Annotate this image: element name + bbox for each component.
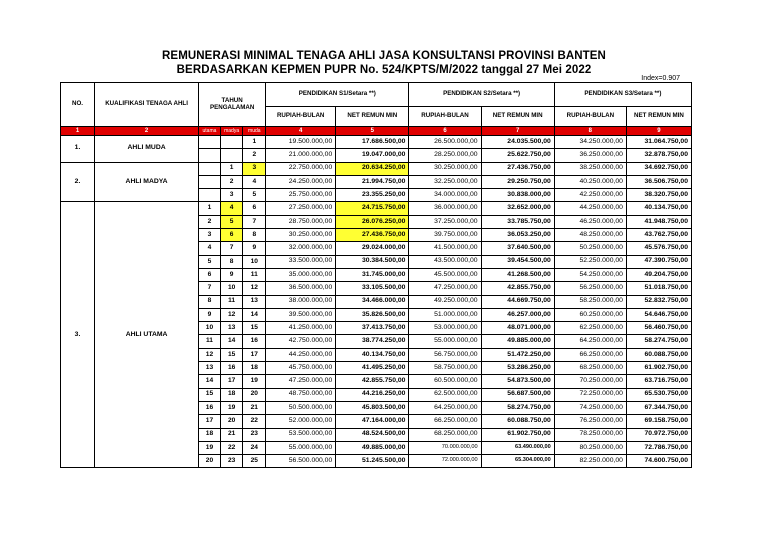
experience-year-utama: 4 (199, 242, 221, 255)
experience-year-utama (199, 175, 221, 188)
rupiah-bulan-cell: 24.250.000,00 (266, 175, 336, 188)
rupiah-bulan-cell: 45.500.000,00 (409, 268, 481, 281)
experience-year-madya: 12 (220, 308, 243, 321)
net-remuneration-cell: 34.466.000,00 (336, 295, 409, 308)
column-number: muda (243, 127, 266, 136)
document-subtitle: BERDASARKAN KEPMEN PUPR No. 524/KPTS/M/2022 tanggal 27 Mei 2022 (176, 64, 592, 76)
header-pendidikan-s2: PENDIDIKAN S2/Setara **) (409, 83, 554, 107)
net-remuneration-cell: 58.274.750,00 (626, 335, 691, 348)
net-remuneration-cell: 24.035.500,00 (481, 136, 554, 149)
experience-year-utama: 5 (199, 255, 221, 268)
net-remuneration-cell: 37.640.500,00 (481, 242, 554, 255)
experience-year-muda: 20 (243, 388, 266, 401)
net-remuneration-cell: 31.064.750,00 (626, 136, 691, 149)
net-remuneration-cell: 56.687.500,00 (481, 388, 554, 401)
experience-year-madya: 17 (220, 375, 243, 388)
net-remuneration-cell: 38.774.250,00 (336, 335, 409, 348)
experience-year-muda: 8 (243, 229, 266, 242)
net-remuneration-cell: 60.088.750,00 (626, 348, 691, 361)
rupiah-bulan-cell: 42.250.000,00 (554, 189, 626, 202)
experience-year-madya: 19 (220, 401, 243, 414)
net-remuneration-cell: 45.803.500,00 (336, 401, 409, 414)
net-remuneration-cell: 45.576.750,00 (626, 242, 691, 255)
rupiah-bulan-cell: 41.500.000,00 (409, 242, 481, 255)
net-remuneration-cell: 58.274.750,00 (481, 401, 554, 414)
net-remuneration-cell: 29.250.750,00 (481, 175, 554, 188)
rupiah-bulan-cell: 50.500.000,00 (266, 401, 336, 414)
experience-year-muda: 7 (243, 215, 266, 228)
net-remuneration-cell: 42.855.750,00 (336, 375, 409, 388)
index-note: Index=0.907 (641, 75, 680, 82)
rupiah-bulan-cell: 80.250.000,00 (554, 441, 626, 454)
rupiah-bulan-cell: 60.250.000,00 (554, 308, 626, 321)
experience-year-utama: 15 (199, 388, 221, 401)
net-remuneration-cell: 32.878.750,00 (626, 149, 691, 162)
net-remuneration-cell: 31.745.000,00 (336, 268, 409, 281)
experience-year-utama (199, 162, 221, 175)
rupiah-bulan-cell: 27.250.000,00 (266, 202, 336, 215)
rupiah-bulan-cell: 43.500.000,00 (409, 255, 481, 268)
net-remuneration-cell: 61.902.750,00 (481, 428, 554, 441)
net-remuneration-cell: 30.838.000,00 (481, 189, 554, 202)
rupiah-bulan-cell: 19.500.000,00 (266, 136, 336, 149)
experience-year-utama: 13 (199, 362, 221, 375)
table-row (61, 202, 692, 215)
net-remuneration-cell: 48.071.000,00 (481, 322, 554, 335)
net-remuneration-cell: 44.669.750,00 (481, 295, 554, 308)
column-number: 4 (266, 127, 336, 136)
rupiah-bulan-cell: 28.250.000,00 (409, 149, 481, 162)
column-number: 5 (336, 127, 409, 136)
rupiah-bulan-cell: 37.250.000,00 (409, 215, 481, 228)
rupiah-bulan-cell: 38.000.000,00 (266, 295, 336, 308)
header-no: NO. (61, 83, 95, 127)
experience-year-madya: 21 (220, 428, 243, 441)
experience-year-muda: 4 (243, 175, 266, 188)
net-remuneration-cell: 23.355.250,00 (336, 189, 409, 202)
experience-year-muda: 14 (243, 308, 266, 321)
net-remuneration-cell: 46.257.000,00 (481, 308, 554, 321)
header-kualifikasi: KUALIFIKASI TENAGA AHLI (95, 83, 199, 127)
experience-year-madya: 20 (220, 415, 243, 428)
experience-year-madya: 7 (220, 242, 243, 255)
experience-year-muda: 17 (243, 348, 266, 361)
rupiah-bulan-cell: 70.000.000,00 (409, 441, 481, 454)
rupiah-bulan-cell: 72.250.000,00 (554, 388, 626, 401)
experience-year-muda: 25 (243, 455, 266, 468)
rupiah-bulan-cell: 39.500.000,00 (266, 308, 336, 321)
rupiah-bulan-cell: 30.250.000,00 (266, 229, 336, 242)
experience-year-utama: 9 (199, 308, 221, 321)
header-pendidikan-s3: PENDIDIKAN S3/Setara **) (554, 83, 691, 107)
net-remuneration-cell: 53.286.250,00 (481, 362, 554, 375)
net-remuneration-cell: 34.692.750,00 (626, 162, 691, 175)
experience-year-muda: 22 (243, 415, 266, 428)
net-remuneration-cell: 70.972.750,00 (626, 428, 691, 441)
column-number: 1 (61, 127, 95, 136)
rupiah-bulan-cell: 44.250.000,00 (266, 348, 336, 361)
experience-year-utama: 14 (199, 375, 221, 388)
header-s1-rupiah: RUPIAH-BULAN (266, 107, 336, 127)
qualification-label: AHLI MADYA (95, 162, 199, 202)
rupiah-bulan-cell: 64.250.000,00 (409, 401, 481, 414)
net-remuneration-cell: 36.053.250,00 (481, 229, 554, 242)
experience-year-utama: 12 (199, 348, 221, 361)
experience-year-muda: 18 (243, 362, 266, 375)
experience-year-madya (220, 136, 243, 149)
group-number: 3. (61, 202, 95, 468)
column-number-row (61, 127, 692, 136)
net-remuneration-cell: 21.994.750,00 (336, 175, 409, 188)
experience-year-madya: 14 (220, 335, 243, 348)
experience-year-muda: 24 (243, 441, 266, 454)
rupiah-bulan-cell: 39.750.000,00 (409, 229, 481, 242)
net-remuneration-cell: 48.524.500,00 (336, 428, 409, 441)
net-remuneration-cell: 42.855.750,00 (481, 282, 554, 295)
experience-year-utama (199, 189, 221, 202)
experience-year-muda: 19 (243, 375, 266, 388)
experience-year-muda: 21 (243, 401, 266, 414)
rupiah-bulan-cell: 40.250.000,00 (554, 175, 626, 188)
net-remuneration-cell: 17.686.500,00 (336, 136, 409, 149)
rupiah-bulan-cell: 41.250.000,00 (266, 322, 336, 335)
net-remuneration-cell: 63.490.000,00 (481, 441, 554, 454)
rupiah-bulan-cell: 44.250.000,00 (554, 202, 626, 215)
experience-year-madya: 5 (220, 215, 243, 228)
rupiah-bulan-cell: 56.500.000,00 (266, 455, 336, 468)
rupiah-bulan-cell: 74.250.000,00 (554, 401, 626, 414)
experience-year-utama: 11 (199, 335, 221, 348)
rupiah-bulan-cell: 54.250.000,00 (554, 268, 626, 281)
column-number: 9 (626, 127, 691, 136)
experience-year-madya: 23 (220, 455, 243, 468)
net-remuneration-cell: 44.216.250,00 (336, 388, 409, 401)
experience-year-utama: 2 (199, 215, 221, 228)
rupiah-bulan-cell: 53.000.000,00 (409, 322, 481, 335)
rupiah-bulan-cell: 51.000.000,00 (409, 308, 481, 321)
experience-year-muda: 5 (243, 189, 266, 202)
experience-year-muda: 3 (243, 162, 266, 175)
experience-year-madya: 3 (220, 189, 243, 202)
net-remuneration-cell: 27.436.750,00 (481, 162, 554, 175)
experience-year-muda: 12 (243, 282, 266, 295)
remuneration-table (60, 82, 692, 468)
rupiah-bulan-cell: 72.000.000,00 (409, 455, 481, 468)
net-remuneration-cell: 52.832.750,00 (626, 295, 691, 308)
experience-year-utama (199, 149, 221, 162)
net-remuneration-cell: 32.652.000,00 (481, 202, 554, 215)
net-remuneration-cell: 20.634.250,00 (336, 162, 409, 175)
rupiah-bulan-cell: 33.500.000,00 (266, 255, 336, 268)
net-remuneration-cell: 51.472.250,00 (481, 348, 554, 361)
experience-year-utama: 16 (199, 401, 221, 414)
net-remuneration-cell: 74.600.750,00 (626, 455, 691, 468)
net-remuneration-cell: 33.105.500,00 (336, 282, 409, 295)
group-number: 2. (61, 162, 95, 202)
net-remuneration-cell: 38.320.750,00 (626, 189, 691, 202)
rupiah-bulan-cell: 50.250.000,00 (554, 242, 626, 255)
rupiah-bulan-cell: 47.250.000,00 (266, 375, 336, 388)
table-row (61, 136, 692, 149)
table-row (61, 162, 692, 175)
net-remuneration-cell: 67.344.750,00 (626, 401, 691, 414)
experience-year-madya: 9 (220, 268, 243, 281)
experience-year-muda: 9 (243, 242, 266, 255)
column-number: madya (220, 127, 243, 136)
rupiah-bulan-cell: 48.750.000,00 (266, 388, 336, 401)
experience-year-utama: 10 (199, 322, 221, 335)
qualification-label: AHLI MUDA (95, 136, 199, 163)
net-remuneration-cell: 41.495.250,00 (336, 362, 409, 375)
rupiah-bulan-cell: 68.250.000,00 (554, 362, 626, 375)
group-number: 1. (61, 136, 95, 163)
experience-year-utama: 6 (199, 268, 221, 281)
net-remuneration-cell: 43.762.750,00 (626, 229, 691, 242)
net-remuneration-cell: 41.948.750,00 (626, 215, 691, 228)
rupiah-bulan-cell: 32.250.000,00 (409, 175, 481, 188)
experience-year-madya: 18 (220, 388, 243, 401)
rupiah-bulan-cell: 66.250.000,00 (554, 348, 626, 361)
rupiah-bulan-cell: 30.250.000,00 (409, 162, 481, 175)
rupiah-bulan-cell: 66.250.000,00 (409, 415, 481, 428)
rupiah-bulan-cell: 70.250.000,00 (554, 375, 626, 388)
experience-year-utama: 18 (199, 428, 221, 441)
net-remuneration-cell: 37.413.750,00 (336, 322, 409, 335)
rupiah-bulan-cell: 34.000.000,00 (409, 189, 481, 202)
net-remuneration-cell: 61.902.750,00 (626, 362, 691, 375)
rupiah-bulan-cell: 36.500.000,00 (266, 282, 336, 295)
rupiah-bulan-cell: 28.750.000,00 (266, 215, 336, 228)
experience-year-muda: 15 (243, 322, 266, 335)
net-remuneration-cell: 65.530.750,00 (626, 388, 691, 401)
experience-year-madya: 10 (220, 282, 243, 295)
rupiah-bulan-cell: 58.250.000,00 (554, 295, 626, 308)
experience-year-muda: 23 (243, 428, 266, 441)
rupiah-bulan-cell: 49.250.000,00 (409, 295, 481, 308)
experience-year-utama: 8 (199, 295, 221, 308)
net-remuneration-cell: 29.024.000,00 (336, 242, 409, 255)
rupiah-bulan-cell: 38.250.000,00 (554, 162, 626, 175)
experience-year-madya: 13 (220, 322, 243, 335)
net-remuneration-cell: 49.885.000,00 (481, 335, 554, 348)
rupiah-bulan-cell: 55.000.000,00 (266, 441, 336, 454)
experience-year-utama: 7 (199, 282, 221, 295)
experience-year-madya: 16 (220, 362, 243, 375)
net-remuneration-cell: 63.716.750,00 (626, 375, 691, 388)
rupiah-bulan-cell: 42.750.000,00 (266, 335, 336, 348)
experience-year-utama: 3 (199, 229, 221, 242)
rupiah-bulan-cell: 82.250.000,00 (554, 455, 626, 468)
experience-year-madya: 6 (220, 229, 243, 242)
experience-year-muda: 16 (243, 335, 266, 348)
column-number: 8 (554, 127, 626, 136)
net-remuneration-cell: 60.088.750,00 (481, 415, 554, 428)
net-remuneration-cell: 69.158.750,00 (626, 415, 691, 428)
experience-year-utama: 1 (199, 202, 221, 215)
rupiah-bulan-cell: 52.000.000,00 (266, 415, 336, 428)
header-pendidikan-s1: PENDIDIKAN S1/Setara **) (266, 83, 409, 107)
experience-year-madya: 8 (220, 255, 243, 268)
qualification-label: AHLI UTAMA (95, 202, 199, 468)
experience-year-madya: 11 (220, 295, 243, 308)
rupiah-bulan-cell: 58.750.000,00 (409, 362, 481, 375)
experience-year-muda: 11 (243, 268, 266, 281)
net-remuneration-cell: 47.390.750,00 (626, 255, 691, 268)
rupiah-bulan-cell: 36.000.000,00 (409, 202, 481, 215)
net-remuneration-cell: 39.454.500,00 (481, 255, 554, 268)
experience-year-utama (199, 136, 221, 149)
net-remuneration-cell: 33.785.750,00 (481, 215, 554, 228)
rupiah-bulan-cell: 56.750.000,00 (409, 348, 481, 361)
net-remuneration-cell: 24.715.750,00 (336, 202, 409, 215)
rupiah-bulan-cell: 53.500.000,00 (266, 428, 336, 441)
net-remuneration-cell: 51.018.750,00 (626, 282, 691, 295)
rupiah-bulan-cell: 78.250.000,00 (554, 428, 626, 441)
column-number: 2 (95, 127, 199, 136)
rupiah-bulan-cell: 52.250.000,00 (554, 255, 626, 268)
header-s1-net: NET REMUN MIN (336, 107, 409, 127)
rupiah-bulan-cell: 21.000.000,00 (266, 149, 336, 162)
net-remuneration-cell: 72.786.750,00 (626, 441, 691, 454)
column-number: 7 (481, 127, 554, 136)
experience-year-muda: 1 (243, 136, 266, 149)
net-remuneration-cell: 40.134.750,00 (626, 202, 691, 215)
experience-year-madya: 2 (220, 175, 243, 188)
rupiah-bulan-cell: 46.250.000,00 (554, 215, 626, 228)
experience-year-muda: 2 (243, 149, 266, 162)
rupiah-bulan-cell: 47.250.000,00 (409, 282, 481, 295)
experience-year-utama: 20 (199, 455, 221, 468)
column-number: utama (199, 127, 221, 136)
net-remuneration-cell: 41.268.500,00 (481, 268, 554, 281)
experience-year-muda: 6 (243, 202, 266, 215)
rupiah-bulan-cell: 60.500.000,00 (409, 375, 481, 388)
rupiah-bulan-cell: 32.000.000,00 (266, 242, 336, 255)
rupiah-bulan-cell: 55.000.000,00 (409, 335, 481, 348)
net-remuneration-cell: 49.204.750,00 (626, 268, 691, 281)
experience-year-madya: 15 (220, 348, 243, 361)
rupiah-bulan-cell: 48.250.000,00 (554, 229, 626, 242)
net-remuneration-cell: 25.622.750,00 (481, 149, 554, 162)
rupiah-bulan-cell: 25.750.000,00 (266, 189, 336, 202)
rupiah-bulan-cell: 35.000.000,00 (266, 268, 336, 281)
rupiah-bulan-cell: 62.250.000,00 (554, 322, 626, 335)
net-remuneration-cell: 54.873.500,00 (481, 375, 554, 388)
experience-year-muda: 13 (243, 295, 266, 308)
experience-year-madya: 22 (220, 441, 243, 454)
net-remuneration-cell: 54.646.750,00 (626, 308, 691, 321)
experience-year-madya: 4 (220, 202, 243, 215)
rupiah-bulan-cell: 34.250.000,00 (554, 136, 626, 149)
net-remuneration-cell: 30.384.500,00 (336, 255, 409, 268)
rupiah-bulan-cell: 76.250.000,00 (554, 415, 626, 428)
net-remuneration-cell: 19.047.000,00 (336, 149, 409, 162)
experience-year-utama: 19 (199, 441, 221, 454)
net-remuneration-cell: 40.134.750,00 (336, 348, 409, 361)
experience-year-muda: 10 (243, 255, 266, 268)
document-title: REMUNERASI MINIMAL TENAGA AHLI JASA KONSULTANSI PROVINSI BANTEN (162, 50, 606, 62)
rupiah-bulan-cell: 68.250.000,00 (409, 428, 481, 441)
experience-year-utama: 17 (199, 415, 221, 428)
header-s3-rupiah: RUPIAH-BULAN (554, 107, 626, 127)
header-s3-net: NET REMUN MIN (626, 107, 691, 127)
net-remuneration-cell: 51.245.500,00 (336, 455, 409, 468)
rupiah-bulan-cell: 62.500.000,00 (409, 388, 481, 401)
header-tahun-pengalaman: TAHUN PENGALAMAN (199, 83, 266, 127)
rupiah-bulan-cell: 36.250.000,00 (554, 149, 626, 162)
rupiah-bulan-cell: 45.750.000,00 (266, 362, 336, 375)
net-remuneration-cell: 35.826.500,00 (336, 308, 409, 321)
net-remuneration-cell: 65.304.000,00 (481, 455, 554, 468)
header-s2-net: NET REMUN MIN (481, 107, 554, 127)
header-s2-rupiah: RUPIAH-BULAN (409, 107, 481, 127)
net-remuneration-cell: 36.506.750,00 (626, 175, 691, 188)
rupiah-bulan-cell: 56.250.000,00 (554, 282, 626, 295)
net-remuneration-cell: 49.885.000,00 (336, 441, 409, 454)
net-remuneration-cell: 26.076.250,00 (336, 215, 409, 228)
rupiah-bulan-cell: 64.250.000,00 (554, 335, 626, 348)
experience-year-madya (220, 149, 243, 162)
net-remuneration-cell: 47.164.000,00 (336, 415, 409, 428)
rupiah-bulan-cell: 22.750.000,00 (266, 162, 336, 175)
column-number: 6 (409, 127, 481, 136)
rupiah-bulan-cell: 26.500.000,00 (409, 136, 481, 149)
net-remuneration-cell: 56.460.750,00 (626, 322, 691, 335)
net-remuneration-cell: 27.436.750,00 (336, 229, 409, 242)
experience-year-madya: 1 (220, 162, 243, 175)
